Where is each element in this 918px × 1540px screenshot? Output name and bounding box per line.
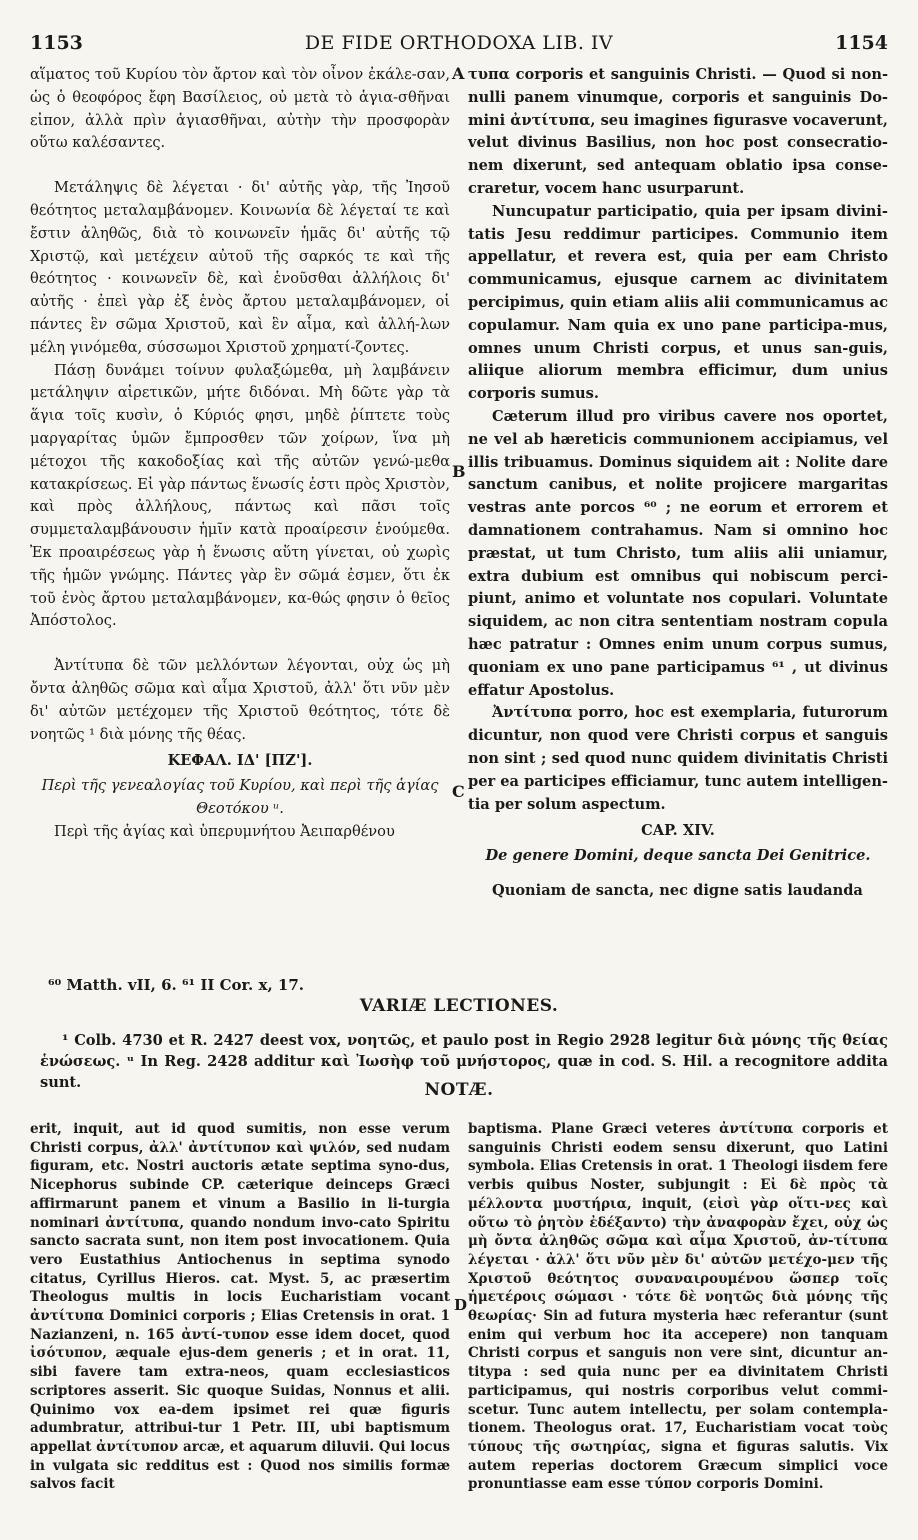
page [30,30,888,1520]
margin-mark-b: B [452,462,466,481]
latin-chapter-title: De genere Domini, deque sancta Dei Genitrice. [485,847,871,865]
notes-right-column [468,1120,888,1494]
greek-column [30,64,450,844]
greek-paragraph-4: Ἀντίτυπα δὲ τῶν μελλόντων λέγονται, οὐχ ὡς μὴ ὄντα ἀληθῶς σῶμα καὶ αἷμα Χριστοῦ, ἀλλ' ὅτι νῦν μὲν δι' αὐτῶν μετέχομεν τῆς Χριστοῦ θεότητος, τότε δὲ νοητῶς ¹ διὰ μόνης τῆς θέας. [30,657,450,743]
notes-right-text: baptisma. Plane Græci veteres ἀντίτυπα corporis et sanguinis Christi eodem sensu dixerunt, quo Latini symbola. Elias Cretensis in orat. 1 Theologi iisdem fere verbis quibus Noster, subjungit : Εἰ δὲ πρὸς τὰ μέλλοντα μυστήρια, inquit, (εἰσὶ γὰρ οἵτι-νες καὶ οὕτω τὸ ῥητὸν ἐδέξαντο) τὴν ἀναφορὰν ἔχει, οὐχ ὡς μὴ ὄντα ἀληθῶς σῶμα καὶ αἷμα Χριστοῦ, ἀν-τίτυπα λέγεται · ἀλλ' ὅτι νῦν μὲν δι' αὐτῶν μετέχο-μεν τῆς Χριστοῦ θεότητος συναναιρουμένου ὥσπερ τοῖς ἡμετέροις σώμασι · τότε δὲ νοητῶς διὰ μόνης τῆς θεωρίας· Sin ad futura mysteria hæc referantur (sunt enim qui verbum hoc ita accepere) non tanquam Christi corpus et sanguis non vere sint, dicuntur an-titypa : sed quia nunc per ea divinitatem Christi participamus, qui nostris corporibus velut commi-scetur. Tunc autem intellectu, per solam contempla-tionem. Theologus orat. 17, Eucharistiam vocat τοὺς τύπους τῆς σωτηρίας, signa et figuras salutis. Vix autem reperias doctorem Græcum simplici voce pronuntiasse eam esse τύπον corporis Domini. [468,1121,888,1493]
margin-mark-a: A [452,64,465,83]
notes-left-column [30,1120,450,1494]
greek-chapter-title: Περὶ τῆς γενεαλογίας τοῦ Κυρίου, καὶ περὶ τῆς ἁγίας Θεοτόκου ᵘ. [41,777,439,817]
variae-heading: VARIÆ LECTIONES. [359,996,559,1016]
notae-heading: NOTÆ. [424,1080,494,1100]
latin-paragraph-2: Nuncupatur participatio, quia per ipsam divini-tatis Jesu reddimur participes. Communio item appellatur, et revera est, quia per eam Christo communicamus, ejusque carnem ac divinitatem percipimus, quin etiam aliis alii communicamus ac copulamur. Nam quia ex uno pane participa-mus, omnes unum Christi corpus, et unus san-guis, aliique aliorum membra efficimur, dum unius corporis sumus. [468,202,888,403]
margin-mark-c: C [452,782,465,801]
notes [30,1120,888,1520]
latin-paragraph-3: Cæterum illud pro viribus cavere nos oportet, ne vel ab hæreticis communionem accipiamus, vel illis tribuamus. Dominus siquidem ait : Nolite dare sanctum canibus, et nolite projicere margaritas vestras ante porcos ⁶⁰ ; ne eorum et errorem et damnationem contrahamus. Nam si omnino hoc præstat, ut tum Christo, tum aliis alii uniamur, extra dubium est omnibus qui nobiscum perci-piunt, animo et voluntate nos copulari. Voluntate siquidem, ac non citra sententiam nostram copula hæc patratur : Omnes enim unum corpus sumus, quoniam ex uno pane participamus ⁶¹ , ut divinus effatur Apostolus. [468,407,888,699]
margin-mark-d: D [454,1296,468,1314]
latin-chapter-start: Quoniam de sancta, nec digne satis laudanda [492,881,863,899]
right-page-number: 1154 [835,32,888,54]
latin-chapter-label: CAP. XIV. [641,822,715,840]
main-text [30,64,888,994]
left-page-number: 1153 [30,32,83,54]
running-title: DE FIDE ORTHODOXA LIB. IV [304,32,614,54]
latin-paragraph-4: Ἀντίτυπα porro, hoc est exemplaria, futurorum dicuntur, non quod vere Christi corpus et sanguis non sint ; sed quod nunc quidem divinitatis Christi per ea participes efficiamur, tunc autem intelligen-tia per solum aspectum. [468,704,888,813]
footnotes: ⁶⁰ Matth. vII, 6. ⁶¹ II Cor. x, 17. [48,976,304,994]
greek-chapter-label: ΚΕΦΑΛ. ΙΔ' [ΠΖ']. [167,752,313,770]
running-header [30,30,888,56]
variae-text: ¹ Colb. 4730 et R. 2427 deest vox, νοητῶς, et paulo post in Regio 2928 legitur διὰ μόνης τῆς θείας ἑνώσεως. ᵘ In Reg. 2428 additur καὶ Ἰωσὴφ τοῦ μνήστορος, quæ in cod. S. Hil. a recognitore addita sunt. [40,1032,888,1091]
latin-paragraph-1: τυπα corporis et sanguinis Christi. — Quod si non-nulli panem vinumque, corporis et sanguinis Do-mini ἀντίτυπα, seu imagines figurasve vocaverunt, velut divinus Basilius, non hoc post consecratio-nem dixerunt, sed antequam oblatio ipsa conse-craretur, vocem hanc usurparunt. [468,66,888,197]
notes-left-text: erit, inquit, aut id quod sumitis, non esse verum Christi corpus, ἀλλ' ἀντίτυπον καὶ ψιλόν, sed nudam figuram, etc. Nostri auctoris ætate septima syno-dus, Nicephorus subinde CP. cæterique deinceps Græci affirmarunt panem et vinum a Basilio in li-turgia nominari ἀντίτυπα, quando nondum invo-cato Spiritu sancto sacrata sunt, non item post invocationem. Quia vero Eustathius Antiochenus in septima synodo citatus, Cyrillus Hieros. cat. Myst. 5, ac præsertim Theologus multis in locis Eucharistiam vocant ἀντίτυπα Dominici corporis ; Elias Cretensis in orat. 1 Nazianzeni, n. 165 ἀντί-τυπον esse idem docet, quod ἰσότυπον, æquale ejus-dem generis ; et in orat. 11, sibi favere tam extra-neos, quam ecclesiasticos scriptores asserit. Sic quoque Suidas, Nonnus et alii. Quinimo vox ea-dem ipsimet rei quæ figuris adumbratur, attribui-tur 1 Petr. III, ubi baptismum appellat ἀντίτυπον arcæ, et aquarum diluvii. Qui locus in vulgata sic redditus est : Quod nos similis formæ salvos facit [30,1121,450,1493]
greek-paragraph-3: Πάσῃ δυνάμει τοίνυν φυλαξώμεθα, μὴ λαμβάνειν μετάληψιν αἱρετικῶν, μήτε διδόναι. Μὴ δῶτε γὰρ τὰ ἅγια τοῖς κυσὶν, ὁ Κύριός φησι, μηδὲ ῥίπτετε τοὺς μαργαρίτας ὑμῶν ἔμπροσθεν τῶν χοίρων, ἵνα μὴ μέτοχοι τῆς κακοδοξίας καὶ τῆς αὐτῶν γενώ-μεθα κατακρίσεως. Εἰ γὰρ πάντως ἕνωσίς ἐστι πρὸς Χριστὸν, καὶ πρὸς ἀλλήλους, πάντως καὶ πᾶσι τοῖς συμμεταλαμβάνουσιν ἡμῖν κατὰ προαίρεσιν ἑνούμεθα. Ἐκ προαιρέσεως γὰρ ἡ ἕνωσις αὕτη γίνεται, οὐ χωρὶς τῆς ἡμῶν γνώμης. Πάντες γὰρ ἓν σῶμά ἐσμεν, ὅτι ἐκ τοῦ ἑνὸς ἄρτου μεταλαμβάνομεν, κα-θώς φησιν ὁ θεῖος Ἀπόστολος. [30,361,450,630]
greek-paragraph-1: αἵματος τοῦ Κυρίου τὸν ἄρτον καὶ τὸν οἶνον ἐκάλε-σαν, ὡς ὁ θεοφόρος ἔφη Βασίλειος, οὐ μετὰ τὸ ἁγια-σθῆναι εἰπον, ἀλλὰ πρὶν ἁγιασθῆναι, αὐτὴν τὴν προσφορὰν οὕτω καλέσαντες. [30,66,450,152]
greek-paragraph-2: Μετάληψις δὲ λέγεται · δι' αὐτῆς γὰρ, τῆς Ἰησοῦ θεότητος μεταλαμβάνομεν. Κοινωνία δὲ λέγεταί τε καὶ ἔστιν ἀληθῶς, διὰ τὸ κοινωνεῖν ἡμᾶς δι' αὐτῆς τῷ Χριστῷ, καὶ μετέχειν αὐτοῦ τῆς σαρκός τε καὶ τῆς θεότητος · κοινωνεῖν δὲ, καὶ ἑνοῦσθαι ἀλλήλοις δι' αὐτῆς · ἐπεὶ γὰρ ἐξ ἑνὸς ἄρτου μεταλαμβάνομεν, οἱ πάντες ἓν σῶμα Χριστοῦ, καὶ ἓν αἷμα, καὶ ἀλλή-λων μέλη γινόμεθα, σύσσωμοι Χριστοῦ χρηματί-ζοντες. [30,179,450,356]
latin-column [468,64,888,903]
greek-chapter-start: Περὶ τῆς ἁγίας καὶ ὑπερυμνήτου Ἀειπαρθένου [54,822,395,840]
